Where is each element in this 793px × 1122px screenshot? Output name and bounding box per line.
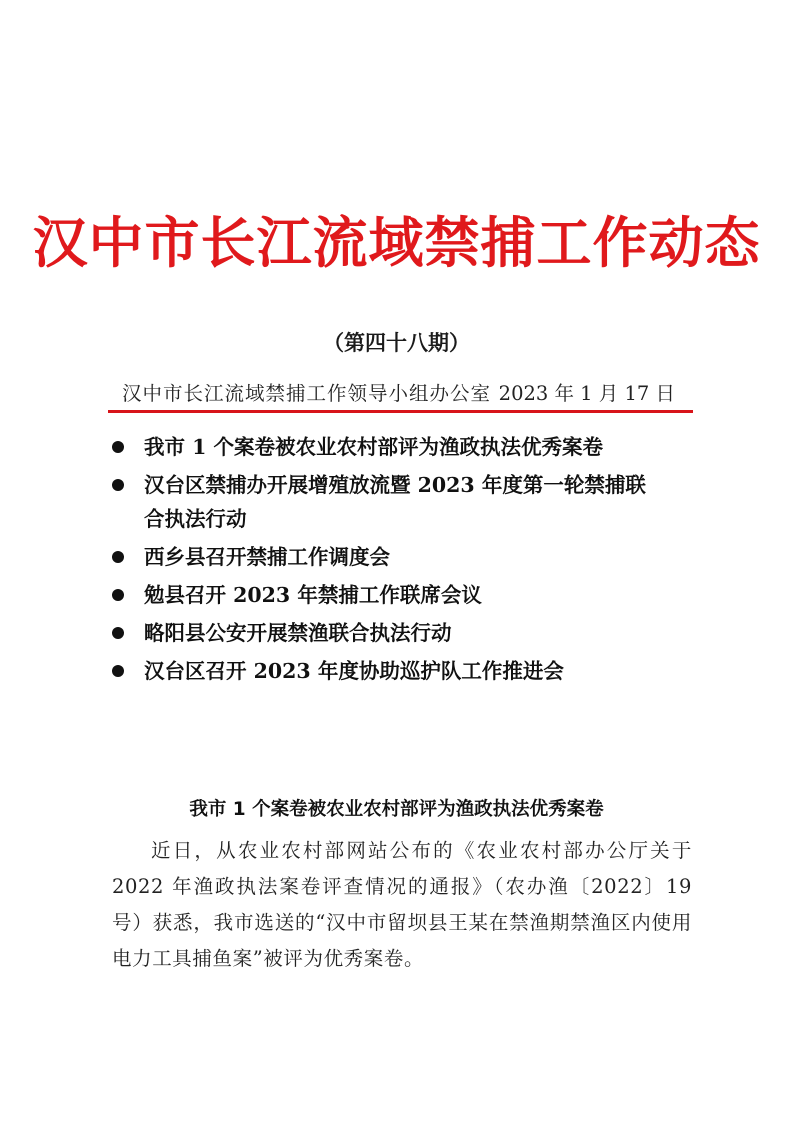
bullet-icon: [112, 441, 124, 453]
toc-item-label: 勉县召开 2023 年禁捕工作联席会议: [144, 583, 482, 607]
toc-item: [112, 468, 712, 536]
toc-item: [112, 654, 712, 688]
bullet-icon: [112, 551, 124, 563]
toc-item-label: 汉台区禁捕办开展增殖放流暨 2023 年度第一轮禁捕联合执法行动: [144, 473, 646, 531]
publish-date: 2023 年 1 月 17 日: [498, 382, 675, 405]
article-paragraph: 近日，从农业农村部网站公布的《农业农村部办公厅关于 2022 年渔政执法案卷评查情况的通报》（农办渔〔2022〕19 号）获悉，我市选送的“汉中市留坝县王某在禁渔期禁渔区内使用电力工具捕鱼案”被评为优秀案卷。: [112, 839, 692, 970]
bullet-icon: [112, 589, 124, 601]
bullet-icon: [112, 479, 124, 491]
toc-item-label: 我市 1 个案卷被农业农村部评为渔政执法优秀案卷: [144, 435, 604, 459]
toc-item: [112, 578, 712, 612]
toc-item-label: 略阳县公安开展禁渔联合执法行动: [144, 621, 452, 645]
publisher-organization: 汉中市长江流域禁捕工作领导小组办公室: [122, 382, 492, 405]
issue-number: （第四十八期）: [323, 330, 470, 355]
toc-item: [112, 540, 712, 574]
masthead-title: 汉中市长江流域禁捕工作动态: [32, 210, 761, 275]
bullet-icon: [112, 665, 124, 677]
toc-item: [112, 616, 712, 650]
red-divider: [108, 410, 693, 413]
table-of-contents: [112, 430, 712, 692]
toc-item-label: 汉台区召开 2023 年度协助巡护队工作推进会: [144, 659, 564, 683]
article-title: 我市 1 个案卷被农业农村部评为渔政执法优秀案卷: [189, 799, 604, 820]
toc-item-label: 西乡县召开禁捕工作调度会: [144, 545, 390, 569]
bullet-icon: [112, 627, 124, 639]
toc-item: [112, 430, 712, 464]
